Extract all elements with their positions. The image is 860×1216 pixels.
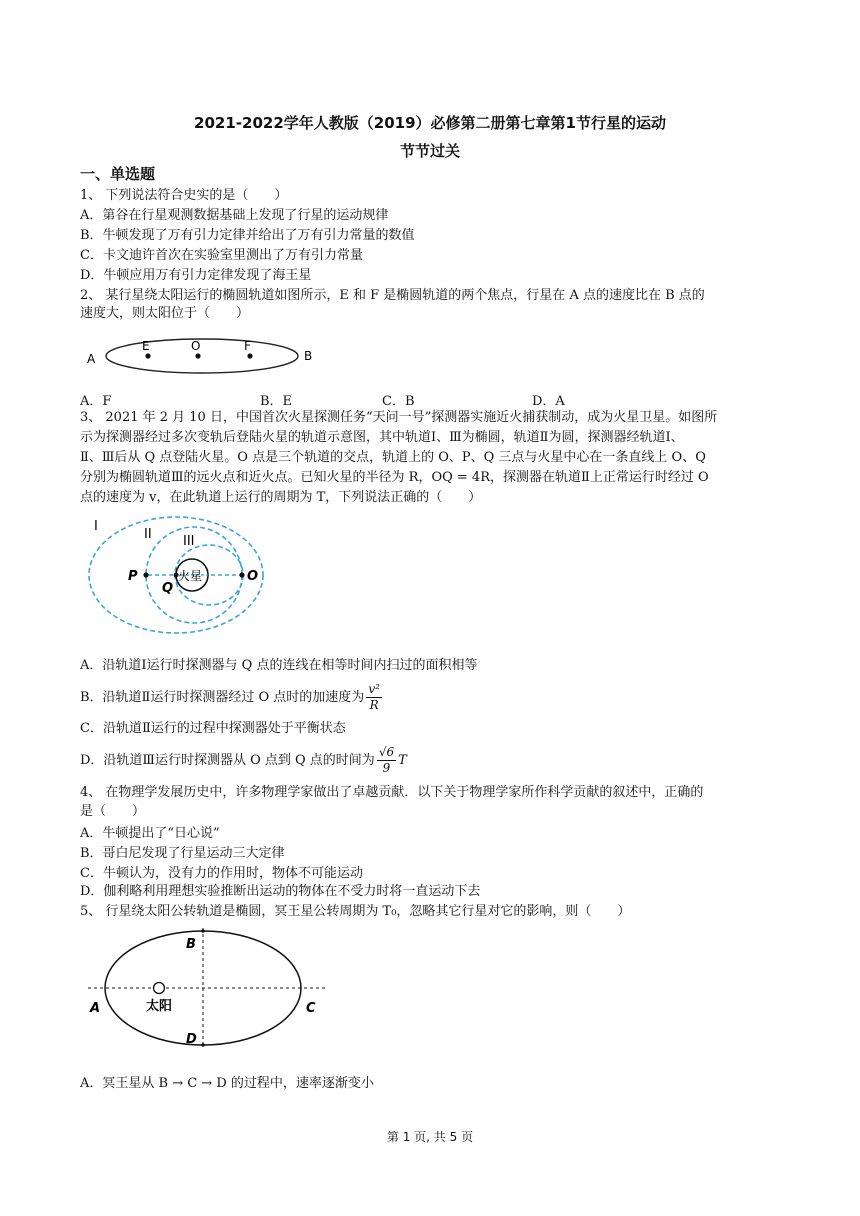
label-b: B bbox=[304, 349, 313, 363]
label-mars: 火星 bbox=[178, 569, 203, 583]
focus-f-dot bbox=[247, 353, 252, 358]
q4-option-a: A．牛顿提出了“日心说” bbox=[80, 826, 220, 841]
point-b-dot bbox=[201, 929, 205, 933]
q3-orbit-figure bbox=[84, 512, 274, 640]
q2-option-b: B．E bbox=[260, 394, 293, 409]
page-subtitle: 节节过关 bbox=[399, 142, 460, 160]
focus-e-dot bbox=[145, 353, 150, 358]
page-title: 2021-2022学年人教版（2019）必修第二册第七章第1节行星的运动 bbox=[194, 114, 666, 132]
q2-option-d: D．A bbox=[532, 394, 565, 409]
q3-option-b bbox=[80, 682, 384, 713]
label-f: F bbox=[244, 339, 251, 353]
fraction-denominator: 9 bbox=[382, 761, 391, 775]
fraction-denominator: R bbox=[369, 698, 379, 712]
q4-option-c: C．牛顿认为，没有力的作用时，物体不可能运动 bbox=[80, 866, 363, 881]
acceleration-fraction bbox=[366, 682, 382, 713]
q1-option-b: B．牛顿发现了万有引力定律并给出了万有引力常量的数值 bbox=[80, 228, 415, 243]
sun-circle bbox=[154, 983, 165, 994]
q5-orbit-figure bbox=[86, 926, 336, 1050]
label-d: D bbox=[186, 1032, 197, 1047]
q3-line1: 3、 2021 年 2 月 10 日，中国首次火星探测任务“天问一号”探测器实施近火捕获制动，成为火星卫星。如图所 bbox=[80, 410, 718, 425]
label-c: C bbox=[306, 1001, 316, 1016]
label-orbit-i: I bbox=[94, 519, 98, 534]
label-b: B bbox=[186, 937, 196, 952]
point-d-dot bbox=[201, 1043, 205, 1047]
point-p-dot bbox=[143, 572, 148, 577]
q4-line1: 4、 在物理学发展历史中，许多物理学家做出了卓越贡献．以下关于物理学家所作科学贡献的叙述中，正确的 bbox=[80, 785, 704, 800]
label-o: O bbox=[247, 569, 259, 584]
q5-stem: 5、 行星绕太阳公转轨道是椭圆，冥王星公转周期为 T₀，忽略其它行星对它的影响，则（ ） bbox=[80, 904, 631, 919]
label-o: O bbox=[191, 339, 201, 353]
q2-stem-line2: 速度大，则太阳位于（ ） bbox=[80, 306, 250, 321]
label-a: A bbox=[90, 1001, 101, 1016]
period-symbol: T bbox=[398, 753, 407, 768]
q5-option-a: A．冥王星从 B → C → D 的过程中，速率逐渐变小 bbox=[80, 1076, 374, 1091]
q3-option-b-text: B．沿轨道Ⅱ运行时探测器经过 O 点时的加速度为 bbox=[80, 690, 365, 705]
q1-option-c: C．卡文迪许首次在实验室里测出了万有引力常量 bbox=[80, 248, 363, 263]
q2-ellipse-figure bbox=[84, 330, 314, 382]
fraction-numerator: v² bbox=[368, 682, 380, 696]
label-e: E bbox=[142, 339, 150, 353]
q1-option-d: D．牛顿应用万有引力定律发现了海王星 bbox=[80, 268, 312, 283]
q4-option-b: B．哥白尼发现了行星运动三大定律 bbox=[80, 846, 285, 861]
label-orbit-iii: III bbox=[183, 534, 195, 549]
q3-line3: Ⅱ、Ⅲ后从 Q 点登陆火星。O 点是三个轨道的交点，轨道上的 O、P、Q 三点与火星中心在一条直线上 O、Q bbox=[80, 450, 706, 465]
time-fraction bbox=[377, 745, 396, 776]
q2-option-a: A．F bbox=[80, 394, 112, 409]
q3-line2: 示为探测器经过多次变轨后登陆火星的轨道示意图，其中轨道Ⅰ、Ⅲ为椭圆，轨道Ⅱ为圆，探测器经轨道Ⅰ、 bbox=[80, 430, 684, 445]
page-footer: 第 1 页, 共 5 页 bbox=[386, 1130, 474, 1144]
orbit-ellipse bbox=[106, 339, 298, 373]
label-q: Q bbox=[162, 581, 174, 596]
q1-stem: 1、 下列说法符合史实的是（ ） bbox=[80, 188, 288, 203]
section-heading: 一、单选题 bbox=[80, 165, 156, 183]
label-orbit-ii: II bbox=[144, 527, 152, 542]
label-sun: 太阳 bbox=[146, 999, 173, 1014]
label-p: P bbox=[128, 569, 138, 584]
center-o-dot bbox=[195, 353, 200, 358]
q3-option-c: C．沿轨道Ⅱ运行的过程中探测器处于平衡状态 bbox=[80, 721, 346, 736]
q2-option-c: C．B bbox=[382, 394, 415, 409]
fraction-numerator: √6 bbox=[378, 745, 395, 759]
label-a: A bbox=[87, 352, 96, 366]
q3-line4: 分别为椭圆轨道Ⅲ的远火点和近火点。已知火星的半径为 R，OQ = 4R，探测器在轨道Ⅱ上正常运行时经过 O bbox=[80, 470, 709, 485]
q3-line5: 点的速度为 v，在此轨道上运行的周期为 T，下列说法正确的（ ） bbox=[80, 490, 482, 505]
q3-option-d-text: D．沿轨道Ⅲ运行时探测器从 O 点到 Q 点的时间为 bbox=[80, 753, 375, 768]
q3-option-d bbox=[80, 745, 407, 776]
q1-option-a: A．第谷在行星观测数据基础上发现了行星的运动规律 bbox=[80, 208, 389, 223]
q3-option-a: A．沿轨道Ⅰ运行时探测器与 Q 点的连线在相等时间内扫过的面积相等 bbox=[80, 658, 478, 673]
q4-line2: 是（ ） bbox=[80, 804, 146, 819]
point-o-dot bbox=[239, 572, 244, 577]
q4-option-d: D．伽利略利用理想实验推断出运动的物体在不受力时将一直运动下去 bbox=[80, 884, 481, 899]
q2-stem-line1: 2、 某行星绕太阳运行的椭圆轨道如图所示，E 和 F 是椭圆轨道的两个焦点，行星在 A 点的速度比在 B 点的 bbox=[80, 288, 705, 303]
